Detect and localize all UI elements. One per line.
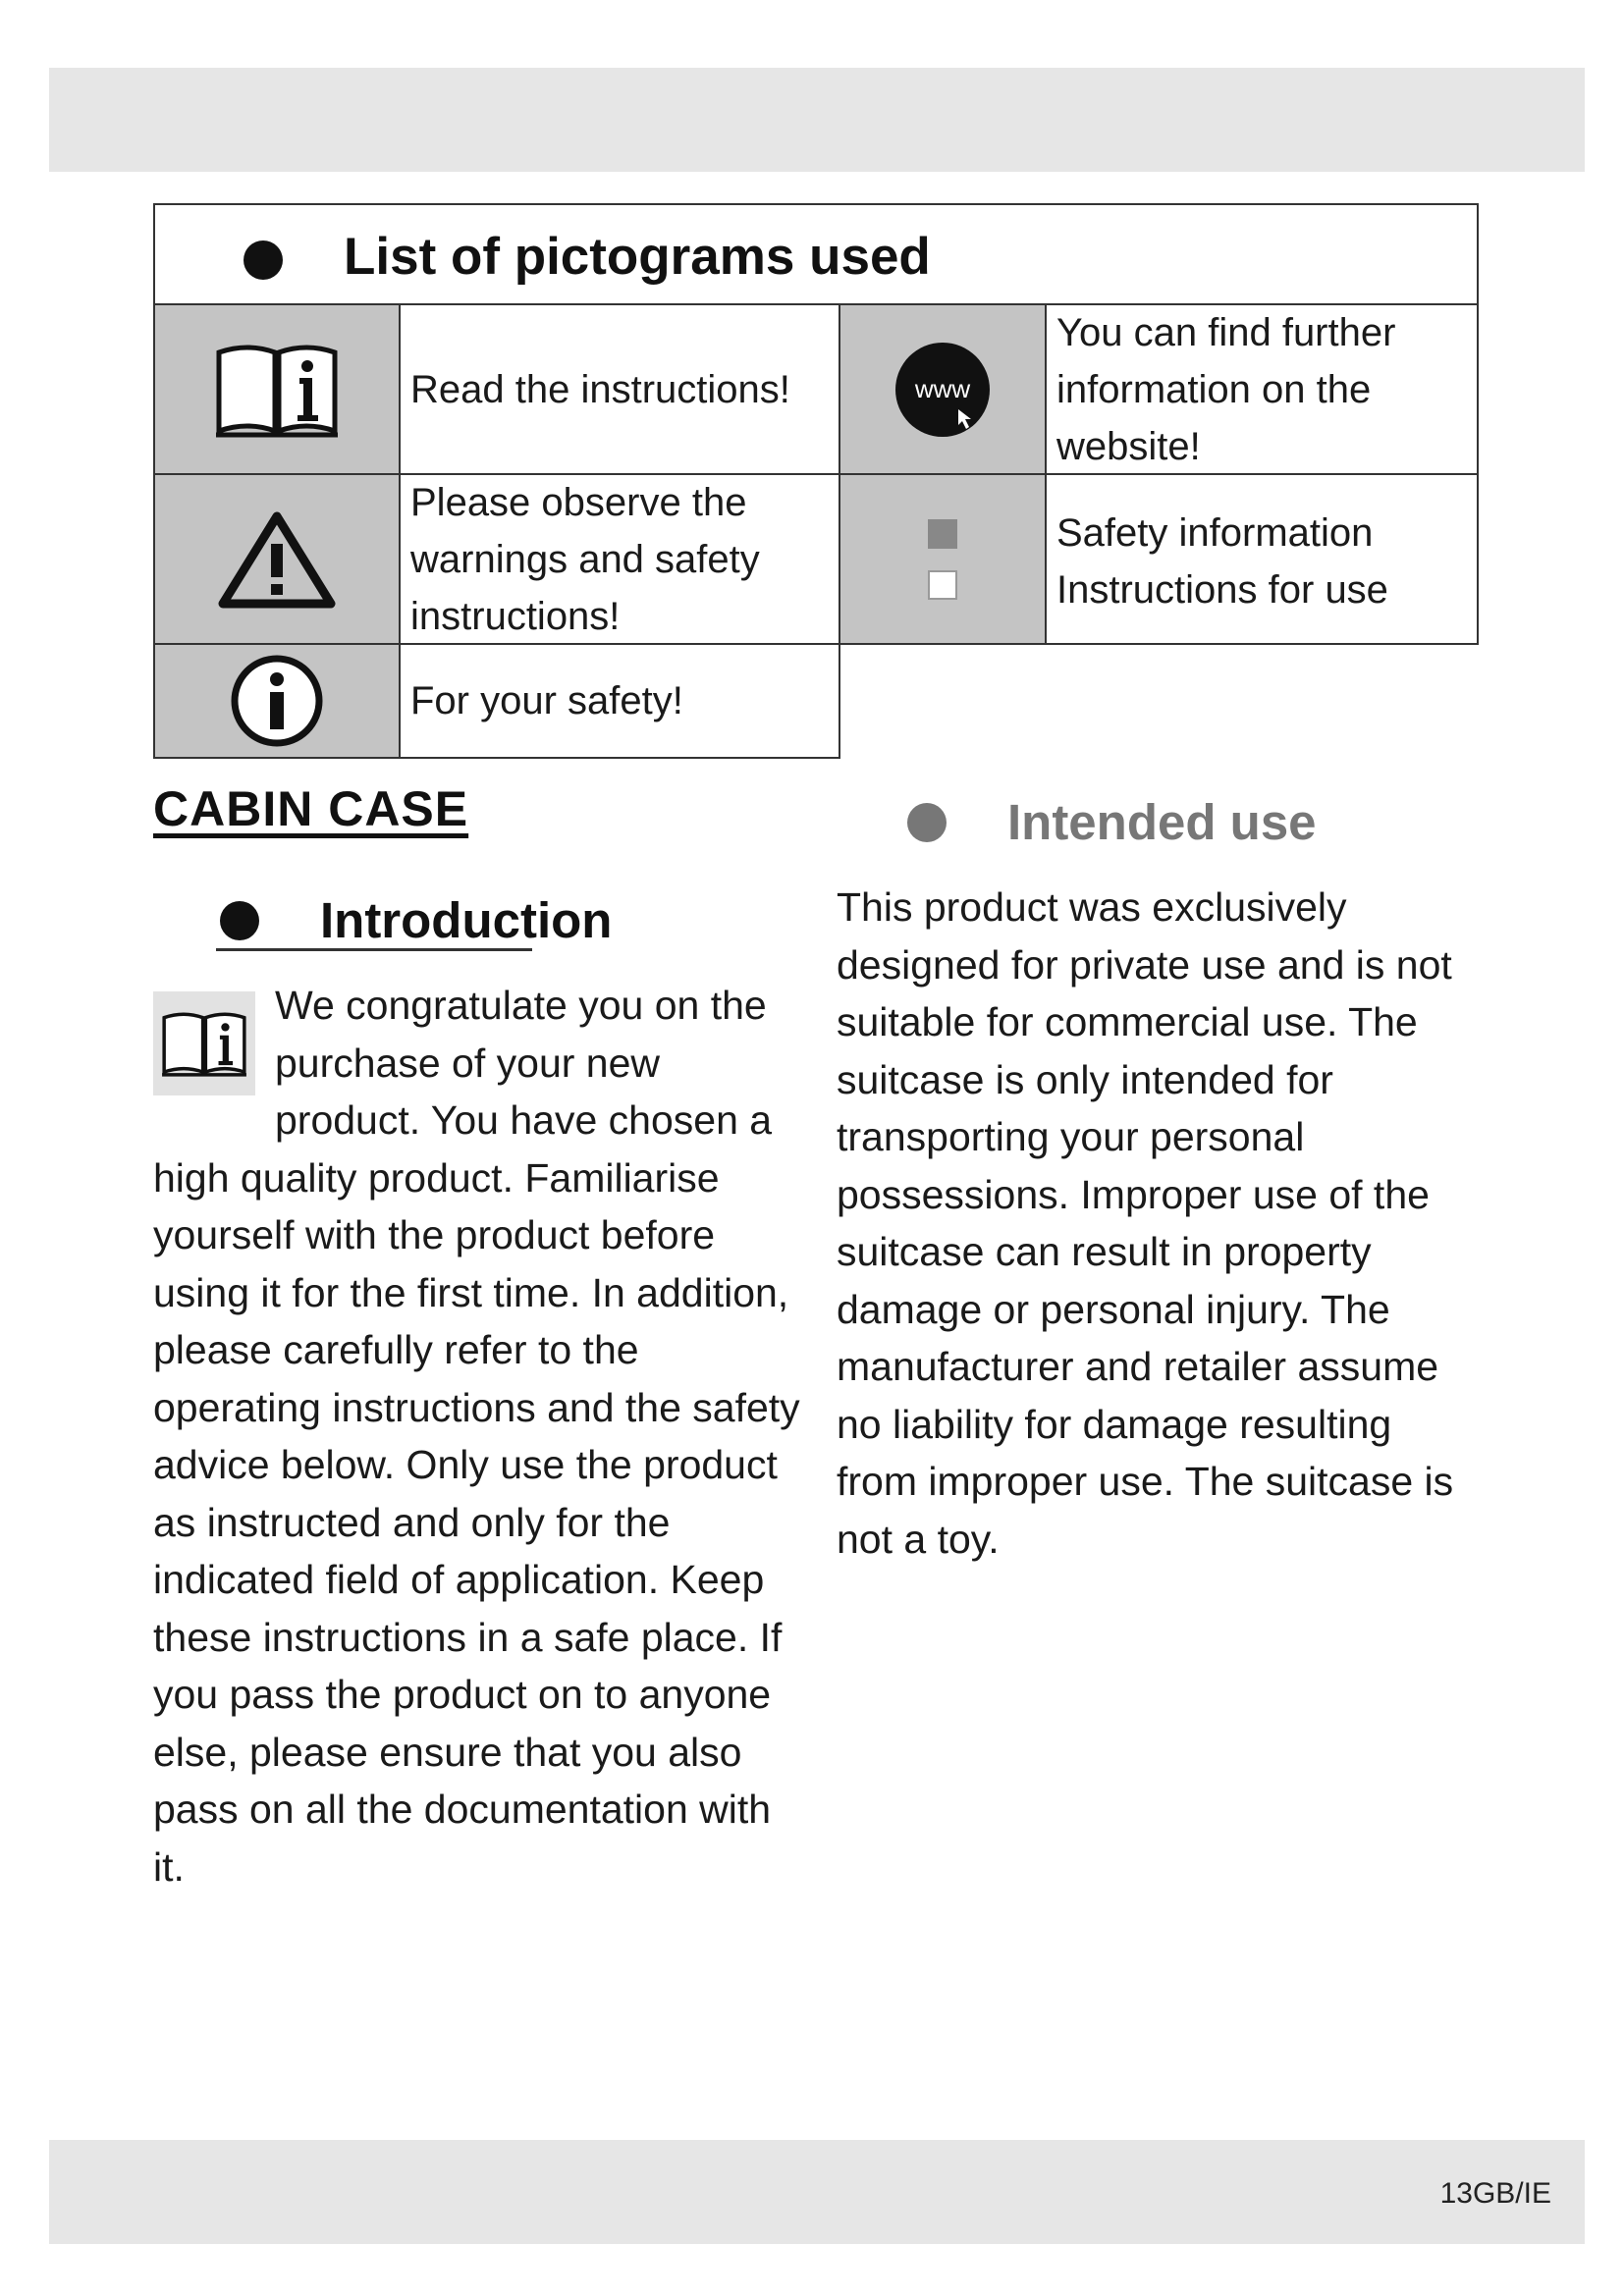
- page-number: 13GB/IE: [1439, 2177, 1551, 2210]
- read-instructions-label: Read the instructions!: [399, 303, 840, 475]
- introduction-text: We congratulate you on the purchase of your new product. You have chosen a high quality product. Familiarise yourself with the product before using it for the first time. In addition, please carefully refer to the operating instructions and the safety advice below. Only use the product as instructed and only for the indicated field of application. Keep these instructions in a safe place. If you pass the product on to anyone else, please ensure that you also pass on all the documentation with it.: [153, 983, 800, 1890]
- for-safety-label: For your safety!: [399, 643, 840, 759]
- header-band: [49, 68, 1585, 172]
- product-heading: CABIN CASE: [153, 781, 469, 836]
- book-info-icon: [213, 341, 341, 439]
- filled-square-icon: [928, 519, 957, 549]
- safety-information-label: Safety information: [1056, 511, 1374, 555]
- www-globe-icon: [893, 341, 992, 439]
- intended-use-text: This product was exclusively designed for private use and is not suitable for commercial use. The suitcase is only intended for transporting your personal possessions. Improper use of the suitcase can result in property damage or personal injury. The manufacturer and retailer assume no liability for damage resulting from improper use. The suitcase is not a toy.: [837, 884, 1454, 1562]
- pictogram-table-title: List of pictograms used: [344, 228, 931, 286]
- website-label: You can find further information on the website!: [1045, 303, 1479, 475]
- read-instructions-icon-cell: [153, 303, 401, 475]
- svg-text:www: www: [914, 373, 971, 403]
- info-circle-icon: [230, 654, 324, 748]
- safety-legend-labels: [1045, 473, 1479, 645]
- introduction-heading: [220, 891, 612, 949]
- warning-triangle-icon: [218, 510, 336, 609]
- warning-icon-cell: [153, 473, 401, 645]
- pictogram-table-header: [153, 203, 1479, 305]
- footer-band: [49, 2140, 1585, 2244]
- bullet-icon: [907, 803, 947, 842]
- safety-icon-cell: [153, 643, 401, 759]
- warnings-label: Please observe the warnings and safety instructions!: [399, 473, 840, 645]
- safety-legend-icon-cell: [839, 473, 1047, 645]
- bullet-icon: [244, 240, 283, 280]
- icon-spacer: [153, 977, 275, 1130]
- introduction-underline: [216, 948, 532, 951]
- introduction-text-block: [153, 977, 806, 1896]
- instructions-for-use-label: Instructions for use: [1056, 568, 1388, 612]
- intended-use-title: Intended use: [1007, 794, 1317, 850]
- intended-use-heading: [907, 793, 1317, 851]
- introduction-title: Introduction: [320, 892, 613, 948]
- empty-square-icon: [928, 570, 957, 600]
- bullet-icon: [220, 901, 259, 940]
- website-icon-cell: [839, 303, 1047, 475]
